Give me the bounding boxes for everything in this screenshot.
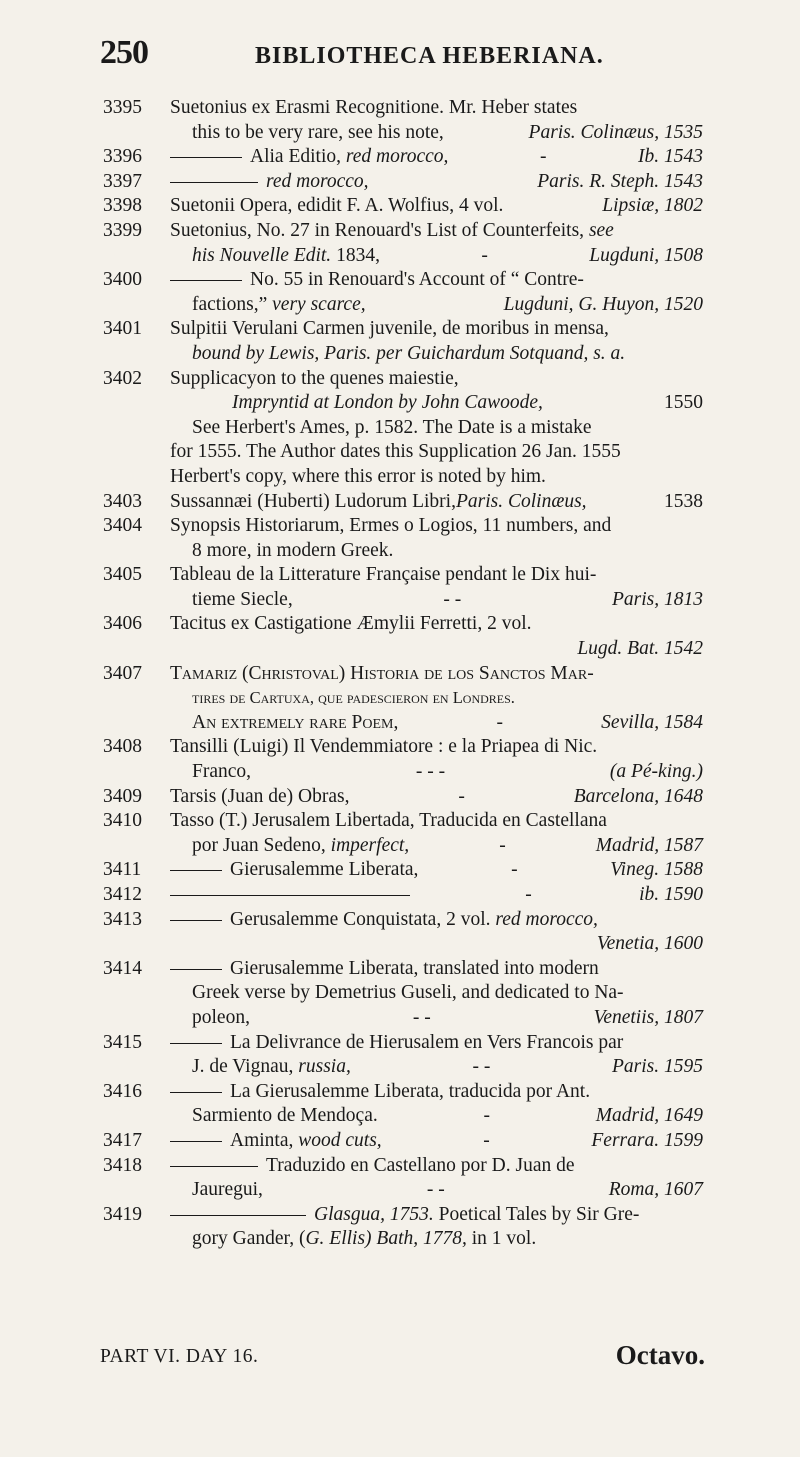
entry-number: 3399 [103, 219, 142, 241]
entry-text: in 1 vol. [471, 1228, 537, 1250]
entry-imprint: Lipsiæ, 1802 [602, 195, 703, 217]
catalogue-entry [103, 809, 703, 858]
entry-number: 3396 [103, 146, 142, 168]
entry-text: factions,” [192, 293, 268, 315]
entry-dash: - [525, 884, 532, 905]
entry-text: Suetonii Opera, edidit F. A. Wolfius, 4 vol. [170, 195, 504, 217]
entry-number: 3404 [103, 515, 142, 537]
entry-number: 3417 [103, 1129, 142, 1151]
entry-imprint: Paris. Colinæus, 1535 [528, 121, 703, 143]
entry-text: see [588, 219, 614, 241]
catalogue-entry [103, 563, 703, 612]
entry-text: Aminta, [230, 1129, 294, 1151]
entry-dash: - [483, 1105, 490, 1127]
entry-number: 3408 [103, 736, 142, 758]
entry-imprint: Madrid, 1649 [595, 1105, 703, 1127]
entry-text: poleon, [192, 1006, 250, 1028]
running-title: BIBLIOTHECA HEBERIANA. [255, 43, 604, 69]
entry-imprint: Barcelona, 1648 [573, 785, 703, 807]
catalogue-entry [103, 96, 703, 145]
entry-text: Tamariz (Christoval) Historia de los Sanctos Mar- [170, 662, 594, 684]
catalogue-entry [103, 1080, 703, 1129]
ditto-rule [170, 920, 222, 921]
entry-text: Greek verse by Demetrius Guseli, and dedicated to Na- [192, 982, 624, 1004]
catalogue-entry [103, 317, 703, 366]
entry-binding: red morocco, [345, 146, 449, 168]
entry-number: 3405 [103, 564, 142, 586]
entry-imprint: Lugduni, G. Huyon, 1520 [503, 293, 703, 315]
entry-text: this to be very rare, see his note, [192, 121, 444, 143]
entry-number: 3403 [103, 490, 142, 512]
entry-dash: - [496, 711, 504, 733]
entry-text: Franco, [192, 761, 252, 783]
catalogue-entry [103, 1129, 703, 1154]
entry-text: por Juan Sedeno, [192, 834, 326, 856]
entry-text: Gierusalemme Liberata, [230, 859, 419, 881]
entry-imprint: Vineg. 1588 [610, 859, 703, 881]
catalogue-entry [103, 883, 703, 908]
entry-imprint: Roma, 1607 [608, 1179, 703, 1201]
entry-binding: russia, [298, 1056, 351, 1078]
page-number: 250 [100, 34, 148, 71]
catalogue-entry [103, 612, 703, 661]
entry-text: 8 more, in modern Greek. [192, 539, 394, 561]
catalogue-entry [103, 858, 703, 883]
catalogue-entry [103, 194, 703, 219]
entry-dash: - - [426, 1179, 445, 1201]
entry-imprint: Paris. R. Steph. 1543 [537, 170, 703, 192]
page-header [100, 34, 700, 84]
entry-number: 3406 [103, 613, 142, 635]
entry-text: 1834, [336, 244, 380, 266]
entry-number: 3418 [103, 1154, 142, 1176]
catalogue-entry [103, 785, 703, 810]
format-label: Octavo. [615, 1340, 705, 1370]
entry-text: Alia Editio, [250, 146, 341, 168]
entry-imprint: Paris, 1813 [611, 588, 703, 610]
entry-number: 3407 [103, 662, 142, 684]
entry-dash: - - [443, 588, 462, 610]
catalogue-entry [103, 957, 703, 1031]
entry-dash: - [458, 785, 465, 807]
entry-note: very scarce, [272, 293, 366, 315]
entry-text: Gierusalemme Liberata, translated into modern [230, 957, 599, 979]
entry-number: 3401 [103, 318, 142, 340]
entry-text: J. de Vignau, [192, 1056, 294, 1078]
entry-text: Tarsis (Juan de) Obras, [170, 785, 350, 807]
entry-text: La Delivrance de Hierusalem en Vers Francois par [230, 1031, 624, 1053]
entry-imprint: Impryntid at London by John Cawoode, [232, 392, 543, 414]
catalogue-entry [103, 1203, 703, 1252]
ditto-rule [170, 280, 242, 281]
catalogue-entry [103, 662, 703, 736]
entry-year: 1550 [664, 392, 703, 414]
entry-imprint: (a Pé-king.) [609, 761, 703, 783]
ditto-rule [170, 157, 242, 158]
catalogue-entry [103, 219, 703, 268]
catalogue-entry [103, 145, 703, 170]
entry-number: 3397 [103, 170, 142, 192]
catalogue-entry [103, 1154, 703, 1203]
catalogue-entry [103, 490, 703, 515]
entry-dash: - [481, 244, 488, 266]
entry-number: 3411 [103, 859, 142, 881]
entry-text: Sarmiento de Mendoça. [192, 1105, 378, 1127]
entry-number: 3416 [103, 1080, 142, 1102]
entry-binding: red morocco, [495, 908, 598, 930]
entry-text: Tansilli (Luigi) Il Vendemmiatore : e la Priapea di Nic. [170, 736, 598, 758]
entry-number: 3409 [103, 785, 142, 807]
ditto-rule [170, 870, 222, 871]
entry-imprint: Madrid, 1587 [595, 834, 703, 856]
entry-imprint: Lugduni, 1508 [589, 244, 703, 266]
signature-mark: PART VI. DAY 16. [100, 1346, 259, 1367]
entry-text: Jauregui, [192, 1179, 263, 1201]
entry-number: 3402 [103, 367, 142, 389]
entry-imprint: G. Ellis) Bath, 1778, [305, 1228, 467, 1250]
entry-note: for 1555. The Author dates this Supplication 26 Jan. 1555 [170, 441, 621, 463]
entry-note: Herbert's copy, where this error is noted by him. [170, 465, 546, 487]
entry-imprint: Paris. 1595 [611, 1056, 703, 1078]
catalogue-entry [103, 1031, 703, 1080]
ditto-rule [170, 895, 410, 896]
ditto-rule [170, 1141, 222, 1142]
entry-number: 3410 [103, 810, 142, 832]
entry-dash: - [499, 834, 506, 856]
entry-imprint: Paris. Colinæus, [455, 490, 587, 512]
entry-text: Tableau de la Litterature Française pendant le Dix hui- [170, 564, 597, 586]
entry-imprint: Venetiis, 1807 [593, 1006, 703, 1028]
entry-number: 3415 [103, 1031, 142, 1053]
entry-text: Synopsis Historiarum, Ermes o Logios, 11 numbers, and [170, 515, 612, 537]
entry-year: 1538 [664, 490, 703, 512]
entry-number: 3413 [103, 908, 142, 930]
entry-number: 3395 [103, 97, 142, 118]
entry-text: Sulpitii Verulani Carmen juvenile, de moribus in mensa, [170, 318, 609, 340]
entry-imprint: Venetia, 1600 [596, 933, 703, 955]
entry-text: Supplicacyon to the quenes maiestie, [170, 367, 459, 389]
ditto-rule [170, 969, 222, 970]
catalogue-entry [103, 367, 703, 490]
entry-note: imperfect, [330, 834, 410, 856]
entry-note: See Herbert's Ames, p. 1582. The Date is a mistake [192, 416, 592, 438]
entry-dash: - [539, 146, 547, 168]
ditto-rule [170, 1092, 222, 1093]
entry-number: 3419 [103, 1203, 142, 1225]
entry-number: 3412 [103, 884, 142, 905]
catalogue-entry [103, 735, 703, 784]
entry-imprint: Ferrara. 1599 [591, 1129, 703, 1151]
entry-text: La Gierusalemme Liberata, traducida por Ant. [230, 1080, 591, 1102]
entry-dash: - [511, 859, 518, 881]
entry-text: No. 55 in Renouard's Account of “ Contre- [250, 269, 584, 291]
entry-text: tires de Cartuxa, que padescieron en Londres. [192, 688, 515, 708]
entry-number: 3414 [103, 957, 142, 979]
entry-dash: - - [412, 1006, 431, 1028]
entry-number: 3400 [103, 269, 142, 291]
catalogue-entry [103, 268, 703, 317]
entry-text: Poetical Tales by Sir Gre- [438, 1203, 640, 1225]
entry-text: Suetonius, No. 27 in Renouard's List of Counterfeits, [170, 219, 585, 241]
entry-number: 3398 [103, 195, 142, 217]
catalogue-entries [103, 96, 703, 1252]
entry-text: Gerusalemme Conquistata, 2 vol. [230, 908, 491, 930]
ditto-rule [170, 1215, 306, 1216]
entry-text: Sussannæi (Huberti) Ludorum Libri, [170, 490, 456, 512]
entry-imprint: Ib. 1543 [638, 146, 703, 168]
catalogue-entry [103, 170, 703, 195]
entry-text: Tasso (T.) Jerusalem Libertada, Traducida en Castellana [170, 810, 607, 832]
catalogue-entry [103, 514, 703, 563]
entry-note: wood cuts, [298, 1129, 382, 1151]
entry-imprint: bound by Lewis, Paris. per Guichardum Sotquand, s. a. [192, 342, 626, 364]
entry-text: gory Gander, ( [192, 1228, 306, 1250]
entry-imprint: Sevilla, 1584 [601, 711, 703, 733]
catalogue-entry [103, 908, 703, 957]
entry-imprint: Lugd. Bat. 1542 [577, 638, 703, 660]
entry-text: Traduzido en Castellano por D. Juan de [266, 1154, 575, 1176]
entry-text: Suetonius ex Erasmi Recognitione. Mr. Heber states [170, 97, 578, 118]
entry-imprint: ib. 1590 [639, 884, 703, 905]
ditto-rule [170, 1166, 258, 1167]
entry-binding: red morocco, [266, 170, 369, 192]
entry-text: his Nouvelle Edit. [192, 244, 332, 266]
entry-text: tieme Siecle, [192, 588, 293, 610]
entry-dash: - - [472, 1056, 491, 1078]
entry-imprint: Glasgua, 1753. [314, 1203, 434, 1225]
ditto-rule [170, 182, 258, 183]
entry-dash: - - - [415, 761, 446, 783]
entry-text: Tacitus ex Castigatione Æmylii Ferretti, 2 vol. [170, 613, 532, 635]
ditto-rule [170, 1043, 222, 1044]
entry-dash: - [483, 1129, 490, 1151]
entry-note: An extremely rare Poem, [192, 711, 399, 733]
